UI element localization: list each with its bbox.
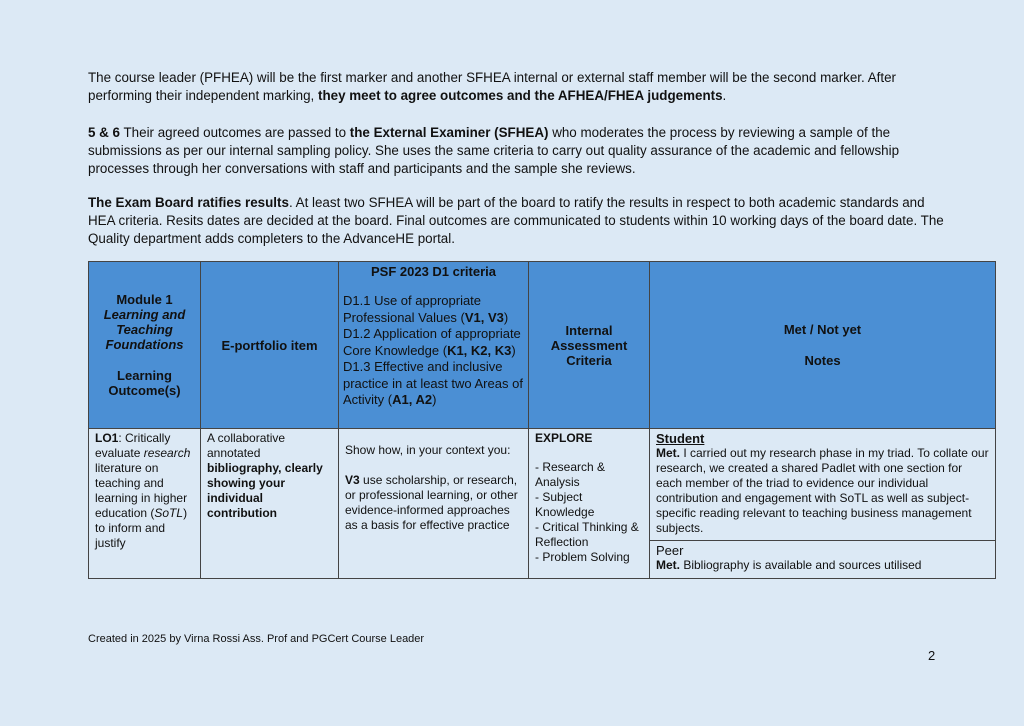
- psf-v3-code: V3: [345, 473, 360, 487]
- peer-text: Bibliography is available and sources utilised: [680, 558, 922, 572]
- psf-d13-codes: A1, A2: [392, 392, 433, 407]
- paragraph-external-examiner: [88, 124, 948, 178]
- explore-label: EXPLORE: [535, 431, 593, 445]
- psf-intro: Show how, in your context you:: [345, 443, 511, 457]
- eport-bold: bibliography, clearly showing your individual contribution: [207, 461, 323, 520]
- p2-step-number: 5 & 6: [88, 125, 121, 140]
- paragraph-exam-board: [88, 194, 948, 248]
- list-item: - Research & Analysis: [535, 460, 606, 489]
- cell-internal-criteria: [529, 429, 650, 579]
- header-eportfolio: E-portfolio item: [201, 262, 339, 429]
- peer-label: Peer: [656, 543, 684, 558]
- header-met: Met / Not yet: [783, 322, 862, 337]
- p2-rest: who moderates the process by reviewing a sample of the submissions as per our internal sampling policy. She uses the same criteria to carry out quality assurance of the academic and fellowship processes through her conversations with staff and participants and the sample she reviews.: [88, 125, 900, 176]
- lo-italic: research: [143, 446, 191, 460]
- student-note: [656, 446, 989, 536]
- psf-v3-text: use scholarship, or research, or professional learning, or other evidence-informed approaches as a basis for effective practice: [345, 473, 518, 532]
- footer-credit: Created in 2025 by Virna Rossi Ass. Prof and PGCert Course Leader: [88, 633, 425, 645]
- psf-d13-end: ): [432, 392, 437, 407]
- student-label: Student: [656, 431, 705, 446]
- lo-label: LO1: [95, 431, 119, 445]
- p3-bold: The Exam Board ratifies results: [88, 195, 289, 210]
- cell-eportfolio: [201, 429, 339, 579]
- psf-d12-text: ) D1.2 Application of appropriate Core Knowledge (: [343, 309, 521, 358]
- list-item: - Subject Knowledge: [535, 490, 595, 519]
- page-number: 2: [928, 648, 936, 663]
- criteria-table: [88, 261, 996, 579]
- criteria-list: [535, 460, 643, 565]
- header-psf-title: PSF 2023 D1 criteria: [370, 264, 497, 279]
- student-met: Met.: [656, 446, 680, 460]
- lo-text-3: ) to inform and justify: [95, 506, 188, 550]
- header-notes: Notes: [804, 353, 841, 368]
- lo-sotl: SoTL: [154, 506, 184, 520]
- header-module: [89, 262, 201, 429]
- header-psf-criteria: [339, 262, 529, 429]
- notes-peer: [650, 541, 995, 577]
- p2-bold: the External Examiner (SFHEA): [349, 125, 549, 140]
- p1-text: The course leader (PFHEA) will be the first marker and another SFHEA internal or external staff member will be the second marker. After performing their independent marking,: [88, 70, 897, 103]
- p1-bold: they meet to agree outcomes and the AFHEA/FHEA judgements: [318, 88, 723, 103]
- header-psf-body: [343, 293, 524, 409]
- psf-d11-codes: V1, V3: [464, 309, 504, 325]
- table-header-row: [89, 262, 996, 429]
- p1-end: .: [722, 88, 727, 103]
- psf-d12-codes: K1, K2, K3: [447, 342, 512, 358]
- p3-rest: . At least two SFHEA will be part of the board to ratify the results in respect to both academic standards and HEA criteria. Resits dates are decided at the board. Final outcomes are communicated to students within 10 working days of the board date. The Quality department adds completers to the AdvanceHE portal.: [88, 195, 944, 246]
- header-module-name: Learning and Teaching Foundations: [103, 307, 186, 352]
- peer-note: [656, 558, 989, 573]
- cell-psf: [339, 429, 529, 579]
- paragraph-markers: [88, 69, 948, 105]
- psf-d13-text: ) D1.3 Effective and inclusive practice in at least two Areas of Activity (: [343, 342, 523, 407]
- cell-learning-outcome: [89, 429, 201, 579]
- header-learning-outcomes: Learning Outcome(s): [108, 368, 181, 398]
- lo-text-2: literature on teaching and learning in higher education (: [95, 461, 188, 520]
- psf-d11-text: D1.1 Use of appropriate Professional Values (: [343, 293, 482, 325]
- peer-met: Met.: [656, 558, 680, 572]
- psf-v3-item: [345, 473, 522, 533]
- header-met-notes: [650, 262, 996, 429]
- cell-notes: [650, 429, 996, 579]
- p2-text: Their agreed outcomes are passed to: [120, 125, 350, 140]
- list-item: - Critical Thinking & Reflection: [535, 520, 639, 549]
- notes-student: [650, 429, 995, 541]
- eport-text: A collaborative annotated: [207, 431, 286, 460]
- table-row: [89, 429, 996, 579]
- student-text: I carried out my research phase in my triad. To collate our research, we created a shared Padlet with one section for each member of the triad to evidence our individual contribution and engagement with SoTL as well as subject-specific reading relevant to teaching business management subjects.: [656, 446, 989, 535]
- header-internal-criteria: Internal Assessment Criteria: [529, 262, 650, 429]
- list-item: - Problem Solving: [535, 550, 630, 564]
- lo-text-1: : Critically evaluate: [95, 431, 171, 460]
- header-module-number: Module 1: [116, 292, 173, 307]
